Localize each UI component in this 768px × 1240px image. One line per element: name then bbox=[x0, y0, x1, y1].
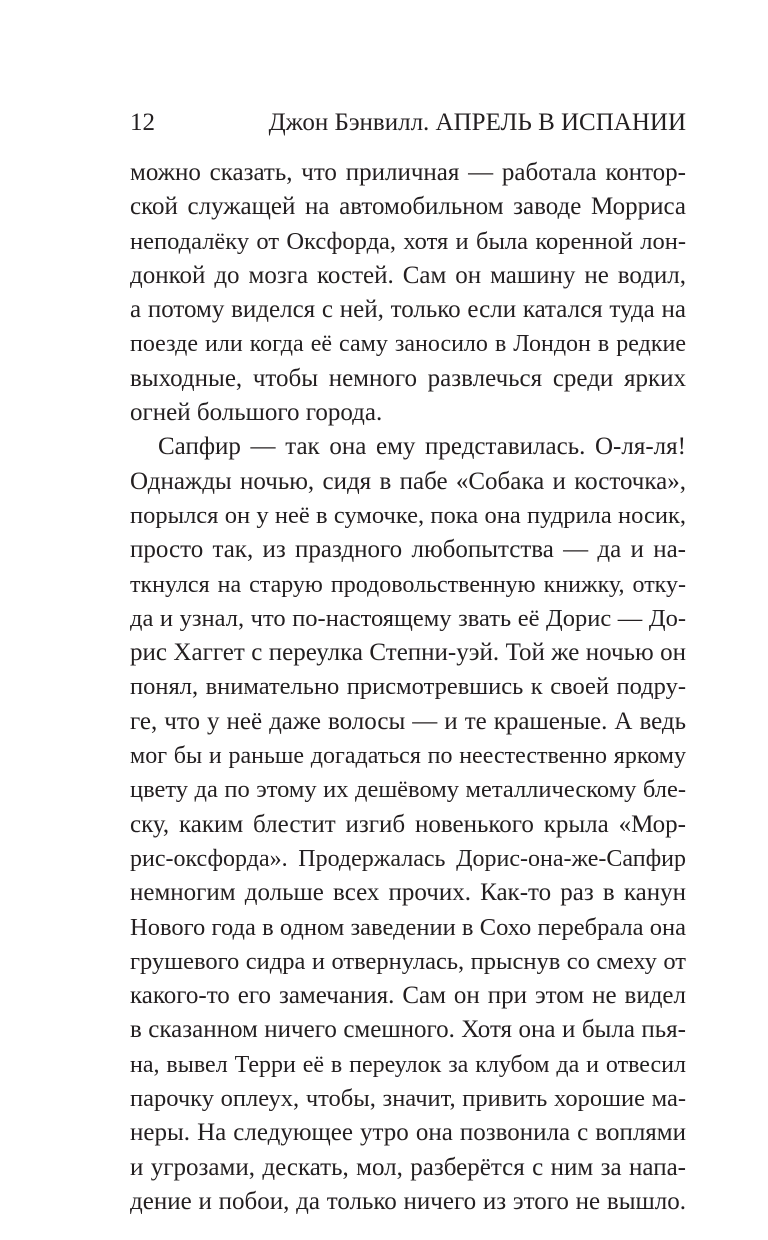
text-line: на, вывел Терри её в переулок за клубом да и отвесил bbox=[130, 1051, 686, 1078]
text-line: понял, внимательно присмотревшись к своей подру- bbox=[130, 673, 686, 701]
running-header bbox=[130, 106, 686, 140]
text-line: грушевого сидра и отвернулась, прыснув со смеху от bbox=[130, 947, 686, 975]
text-line: а потому виделся с ней, только если катался туда на bbox=[130, 296, 686, 324]
text-line: порылся он у неё в сумочке, пока она пудрила носик, bbox=[130, 501, 686, 529]
text-line: Сапфир — так она ему представилась. О-ля-ля! bbox=[158, 433, 686, 461]
page-number: 12 bbox=[130, 109, 155, 136]
text-line: донкой до мозга костей. Сам он машину не водил, bbox=[130, 261, 686, 289]
paragraph-1 bbox=[130, 156, 686, 430]
text-line: мог бы и раньше догадаться по неестественно яркому bbox=[130, 743, 686, 770]
text-line: да и узнал, что по-настоящему звать её Дорис — До- bbox=[130, 604, 686, 632]
body-text bbox=[130, 156, 686, 1219]
text-line: ску, каким блестит изгиб новенького крыла «Мор- bbox=[130, 810, 686, 838]
text-line: дение и побои, да только ничего из этого не вышло. bbox=[130, 1187, 686, 1215]
text-line: просто так, из праздного любопытства — да и на- bbox=[130, 536, 686, 564]
text-line: цвету да по этому их дешёвому металлическому бле- bbox=[130, 776, 686, 804]
text-line: в сказанном ничего смешного. Хотя она и была пья- bbox=[130, 1016, 686, 1044]
text-line: огней большого города. bbox=[130, 399, 383, 427]
text-line: Однажды ночью, сидя в пабе «Собака и косточка», bbox=[130, 467, 686, 495]
text-line: выходные, чтобы немного развлечься среди ярких bbox=[130, 364, 686, 392]
text-line: немногим дольше всех прочих. Как-то раз в канун bbox=[130, 879, 686, 907]
text-line: неры. На следующее утро она позвонила с воплями bbox=[130, 1119, 686, 1147]
text-line: ге, что у неё даже волосы — и те крашеные. А ведь bbox=[130, 707, 686, 735]
text-line: поезде или когда её саму заносило в Лондон в редкие bbox=[130, 331, 686, 358]
text-line: рис Хаггет с переулка Степни-уэй. Той же ночью он bbox=[130, 639, 686, 667]
text-line: ткнулся на старую продовольственную книжку, отку- bbox=[130, 571, 686, 598]
text-line: какого-то его замечания. Сам он при этом не видел bbox=[130, 982, 686, 1010]
paragraph-2 bbox=[130, 430, 686, 1219]
text-line: рис-оксфорда». Продержалась Дорис-она-же-Сапфир bbox=[130, 845, 686, 872]
text-line: можно сказать, что приличная — работала контор- bbox=[130, 159, 686, 186]
text-line: парочку оплеух, чтобы, значит, привить хорошие ма- bbox=[130, 1085, 686, 1113]
text-line: и угрозами, дескать, мол, разберётся с ним за напа- bbox=[130, 1153, 686, 1181]
text-line: неподалёку от Оксфорда, хотя и была коренной лон- bbox=[130, 227, 686, 255]
text-line: Нового года в одном заведении в Сохо перебрала она bbox=[130, 913, 686, 941]
text-line: ской служащей на автомобильном заводе Морриса bbox=[130, 193, 686, 221]
running-title: Джон Бэнвилл. АПРЕЛЬ В ИСПАНИИ bbox=[268, 109, 686, 136]
